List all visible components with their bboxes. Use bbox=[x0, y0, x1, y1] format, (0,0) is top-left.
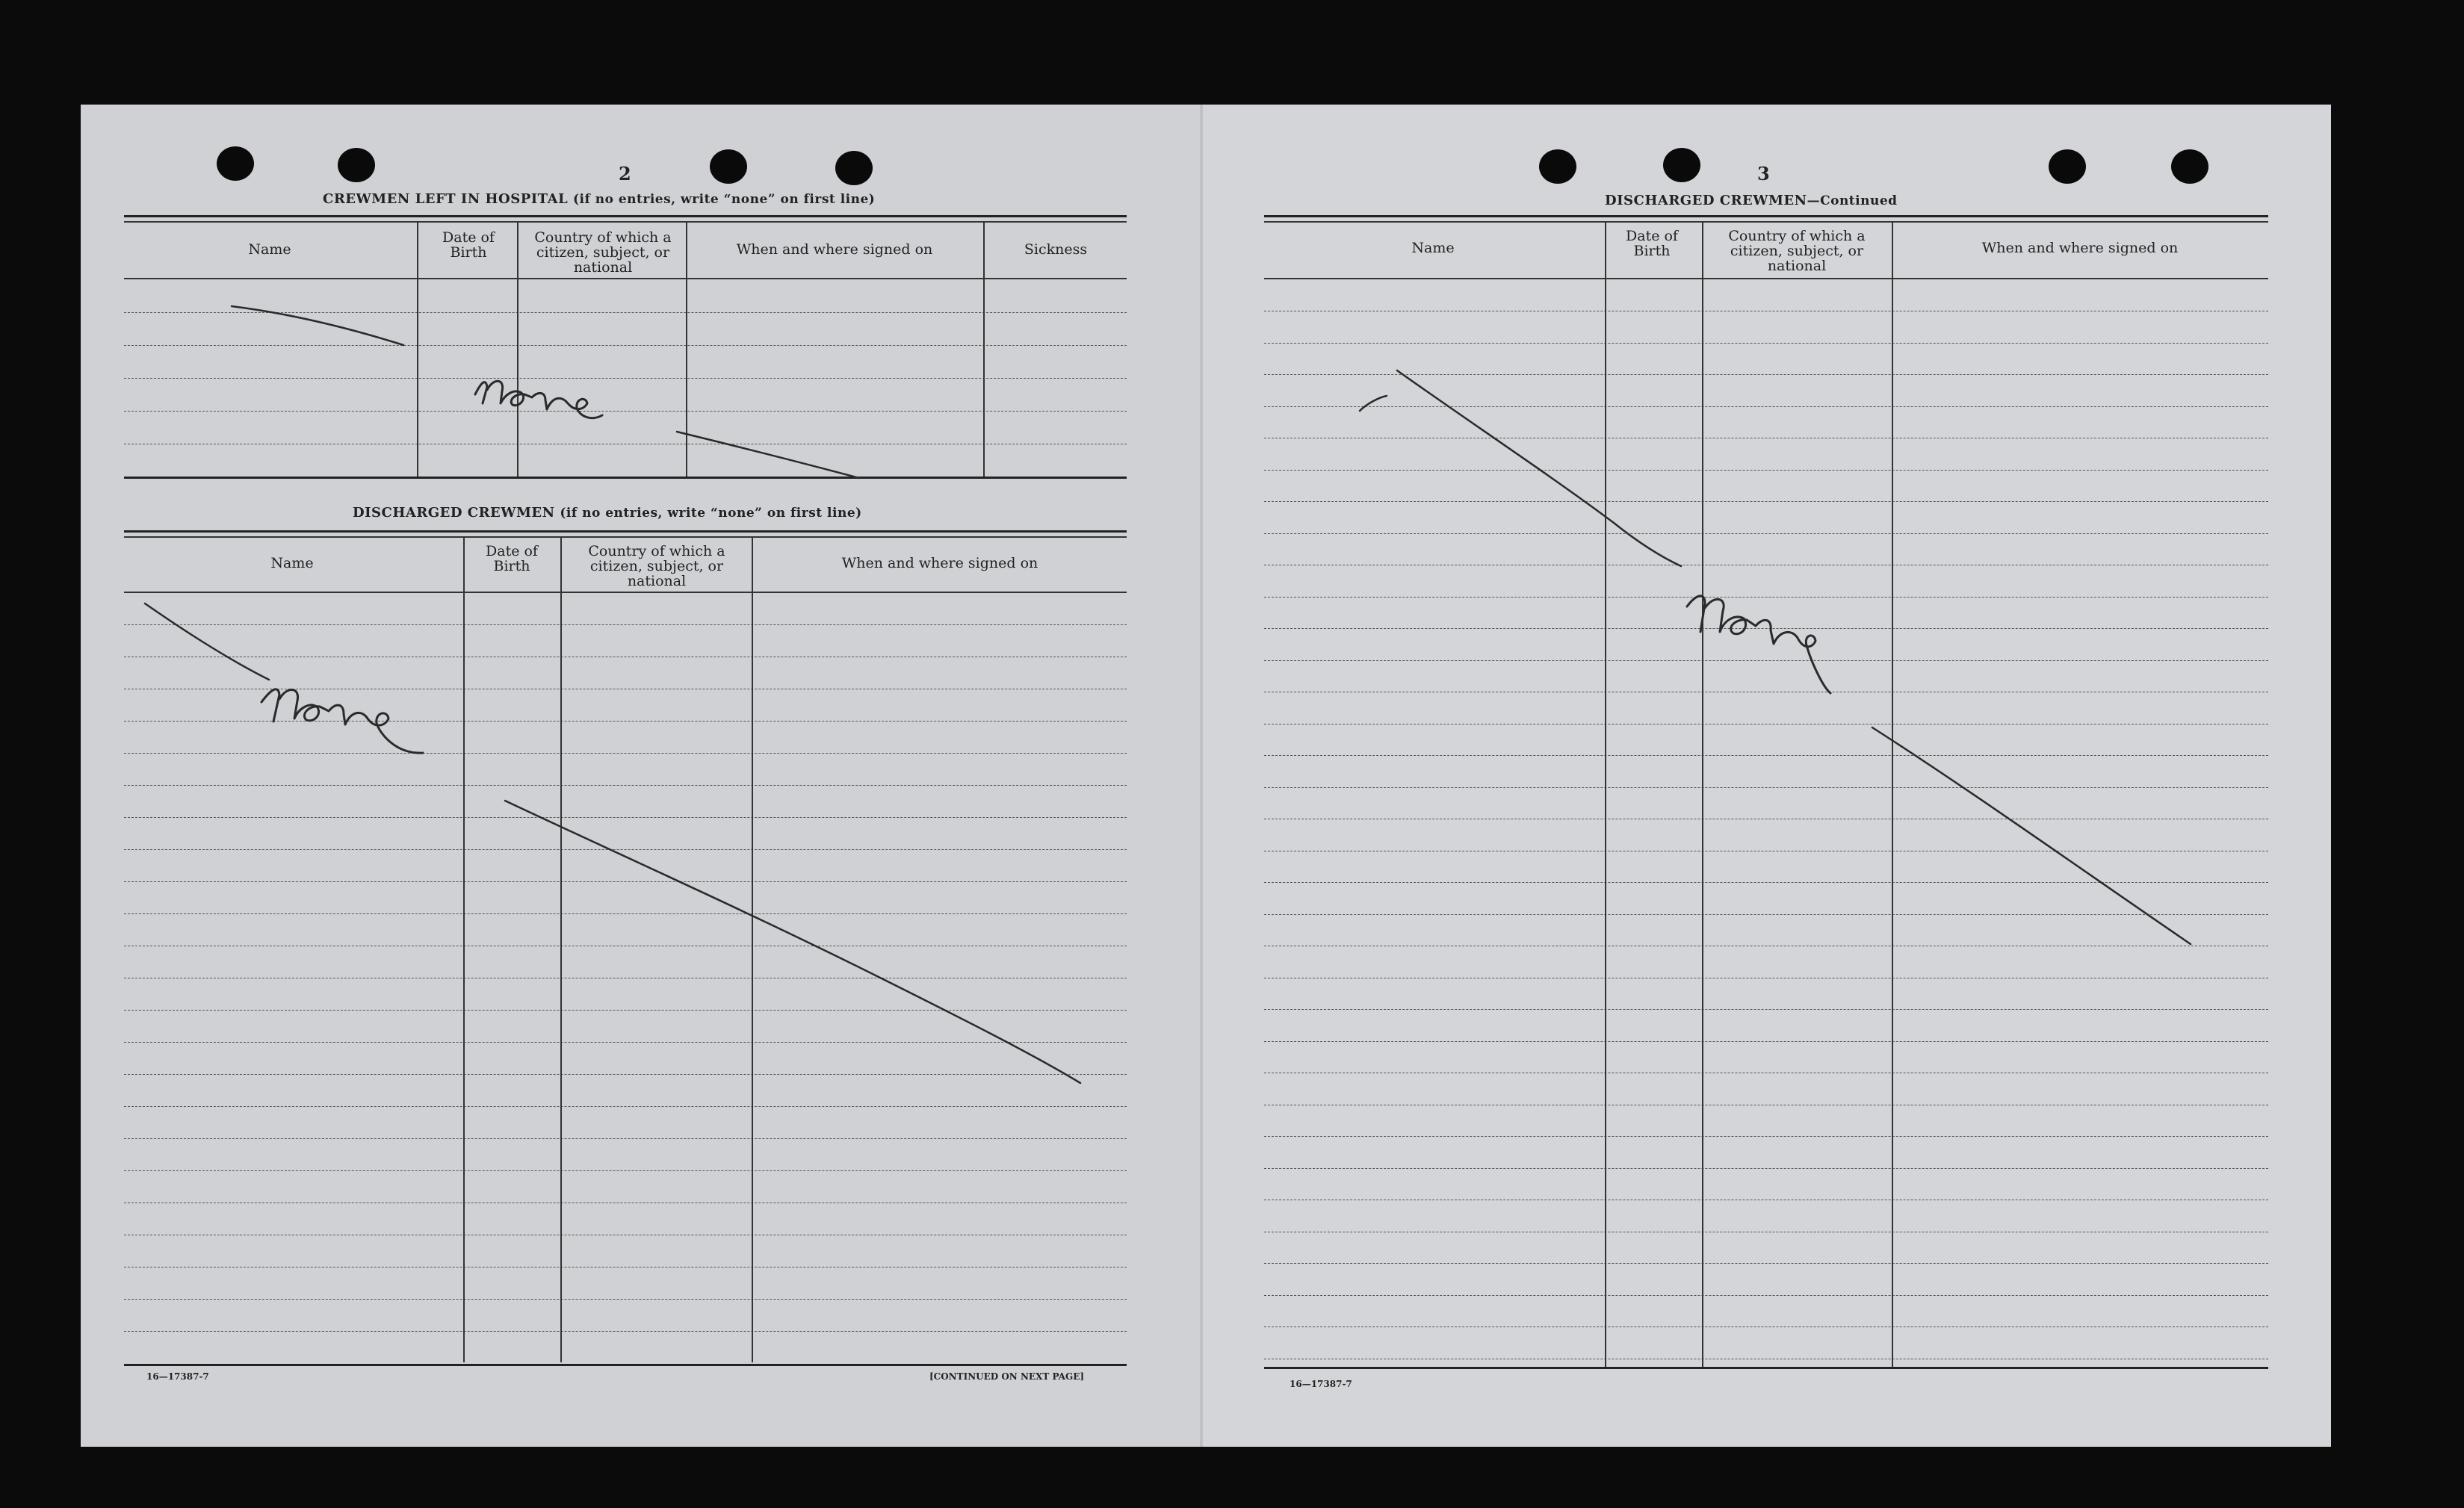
section-title-discharged bbox=[353, 505, 862, 521]
continued-label: —Continued bbox=[1807, 193, 1898, 208]
column-header-signed-on: When and where signed on bbox=[1981, 240, 2179, 256]
row-line bbox=[124, 913, 1127, 914]
column-divider bbox=[983, 223, 985, 477]
column-divider bbox=[752, 538, 753, 1362]
punch-hole bbox=[217, 146, 254, 181]
column-header-name: Name bbox=[248, 241, 291, 258]
row-line bbox=[124, 1010, 1127, 1011]
column-divider bbox=[1892, 223, 1893, 1367]
column-header-date-of-birth: Date of Birth bbox=[1626, 228, 1678, 259]
section-title-text: DISCHARGED CREWMEN bbox=[1605, 193, 1807, 208]
section-title-hospital bbox=[323, 191, 875, 207]
column-divider bbox=[1702, 223, 1703, 1367]
row-line bbox=[1264, 501, 2268, 502]
page-number: 3 bbox=[1757, 163, 1770, 184]
punch-hole bbox=[710, 149, 747, 184]
row-line bbox=[124, 1331, 1127, 1332]
continued-note: [CONTINUED ON NEXT PAGE] bbox=[929, 1371, 1085, 1382]
column-header-date-of-birth: Date of Birth bbox=[486, 543, 538, 574]
punch-hole bbox=[835, 151, 873, 185]
row-line bbox=[1264, 1168, 2268, 1169]
row-line bbox=[124, 721, 1127, 722]
row-line bbox=[124, 817, 1127, 818]
section-title-discharged-continued bbox=[1605, 193, 1898, 208]
row-line bbox=[124, 312, 1127, 313]
form-number: 16—17387-7 bbox=[146, 1371, 209, 1382]
row-line bbox=[1264, 914, 2268, 915]
punch-hole bbox=[338, 148, 375, 182]
table-top-rule bbox=[124, 536, 1127, 538]
row-line bbox=[124, 881, 1127, 882]
row-line bbox=[1264, 1009, 2268, 1010]
row-line bbox=[1264, 1295, 2268, 1296]
row-line bbox=[124, 1042, 1127, 1043]
row-line bbox=[1264, 1136, 2268, 1137]
punch-hole bbox=[1539, 149, 1576, 184]
column-header-signed-on: When and where signed on bbox=[736, 241, 933, 258]
column-header-name: Name bbox=[270, 555, 314, 571]
row-line bbox=[124, 1299, 1127, 1300]
table-top-rule bbox=[1264, 221, 2268, 223]
page-fold bbox=[1200, 105, 1203, 1447]
punch-hole bbox=[1663, 148, 1700, 182]
section-title-text: DISCHARGED CREWMEN bbox=[353, 505, 555, 521]
row-line bbox=[124, 378, 1127, 379]
table-bottom-rule bbox=[124, 1364, 1127, 1366]
column-divider bbox=[686, 223, 687, 477]
row-line bbox=[1264, 343, 2268, 344]
row-line bbox=[1264, 1041, 2268, 1042]
row-line bbox=[1264, 787, 2268, 788]
row-line bbox=[1264, 533, 2268, 534]
header-bottom-rule bbox=[124, 278, 1127, 279]
section-instruction: (if no entries, write “none” on first line) bbox=[560, 506, 862, 521]
column-divider bbox=[417, 223, 418, 477]
row-line bbox=[124, 624, 1127, 625]
row-line bbox=[1264, 628, 2268, 629]
row-line bbox=[124, 1074, 1127, 1075]
column-header-country: Country of which a citizen, subject, or national bbox=[588, 543, 725, 589]
row-line bbox=[124, 849, 1127, 850]
header-bottom-rule bbox=[124, 592, 1127, 593]
table-bottom-rule bbox=[124, 477, 1127, 479]
column-header-signed-on: When and where signed on bbox=[841, 555, 1038, 571]
row-line bbox=[1264, 374, 2268, 375]
column-header-name: Name bbox=[1411, 240, 1455, 256]
column-divider bbox=[560, 538, 562, 1362]
column-header-country: Country of which a citizen, subject, or national bbox=[1728, 228, 1866, 274]
left-page bbox=[81, 105, 1201, 1447]
table-top-rule bbox=[124, 221, 1127, 223]
row-line bbox=[1264, 406, 2268, 407]
row-line bbox=[124, 785, 1127, 786]
table-top-rule bbox=[1264, 215, 2268, 217]
punch-hole bbox=[2049, 149, 2086, 184]
row-line bbox=[124, 411, 1127, 412]
row-line bbox=[1264, 882, 2268, 883]
column-divider bbox=[517, 223, 519, 477]
table-top-rule bbox=[124, 215, 1127, 217]
section-title-text: CREWMEN LEFT IN HOSPITAL bbox=[323, 191, 569, 207]
row-line bbox=[1264, 470, 2268, 471]
header-bottom-rule bbox=[1264, 278, 2268, 279]
row-line bbox=[124, 1170, 1127, 1171]
row-line bbox=[1264, 597, 2268, 598]
right-page bbox=[1201, 105, 2331, 1447]
column-header-date-of-birth: Date of Birth bbox=[442, 229, 495, 261]
form-number: 16—17387-7 bbox=[1290, 1379, 1352, 1389]
punch-hole bbox=[2171, 149, 2208, 184]
row-line bbox=[124, 753, 1127, 754]
row-line bbox=[1264, 1263, 2268, 1264]
row-line bbox=[124, 1138, 1127, 1139]
column-divider bbox=[1605, 223, 1606, 1367]
column-header-sickness: Sickness bbox=[1024, 241, 1088, 258]
table-top-rule bbox=[124, 530, 1127, 533]
section-instruction: (if no entries, write “none” on first line) bbox=[573, 192, 876, 207]
row-line bbox=[1264, 660, 2268, 661]
column-divider bbox=[463, 538, 465, 1362]
row-line bbox=[124, 1106, 1127, 1107]
row-line bbox=[124, 345, 1127, 346]
table-bottom-rule bbox=[1264, 1367, 2268, 1369]
page-number: 2 bbox=[619, 163, 631, 184]
column-header-country: Country of which a citizen, subject, or national bbox=[534, 229, 672, 276]
row-line bbox=[1264, 755, 2268, 756]
